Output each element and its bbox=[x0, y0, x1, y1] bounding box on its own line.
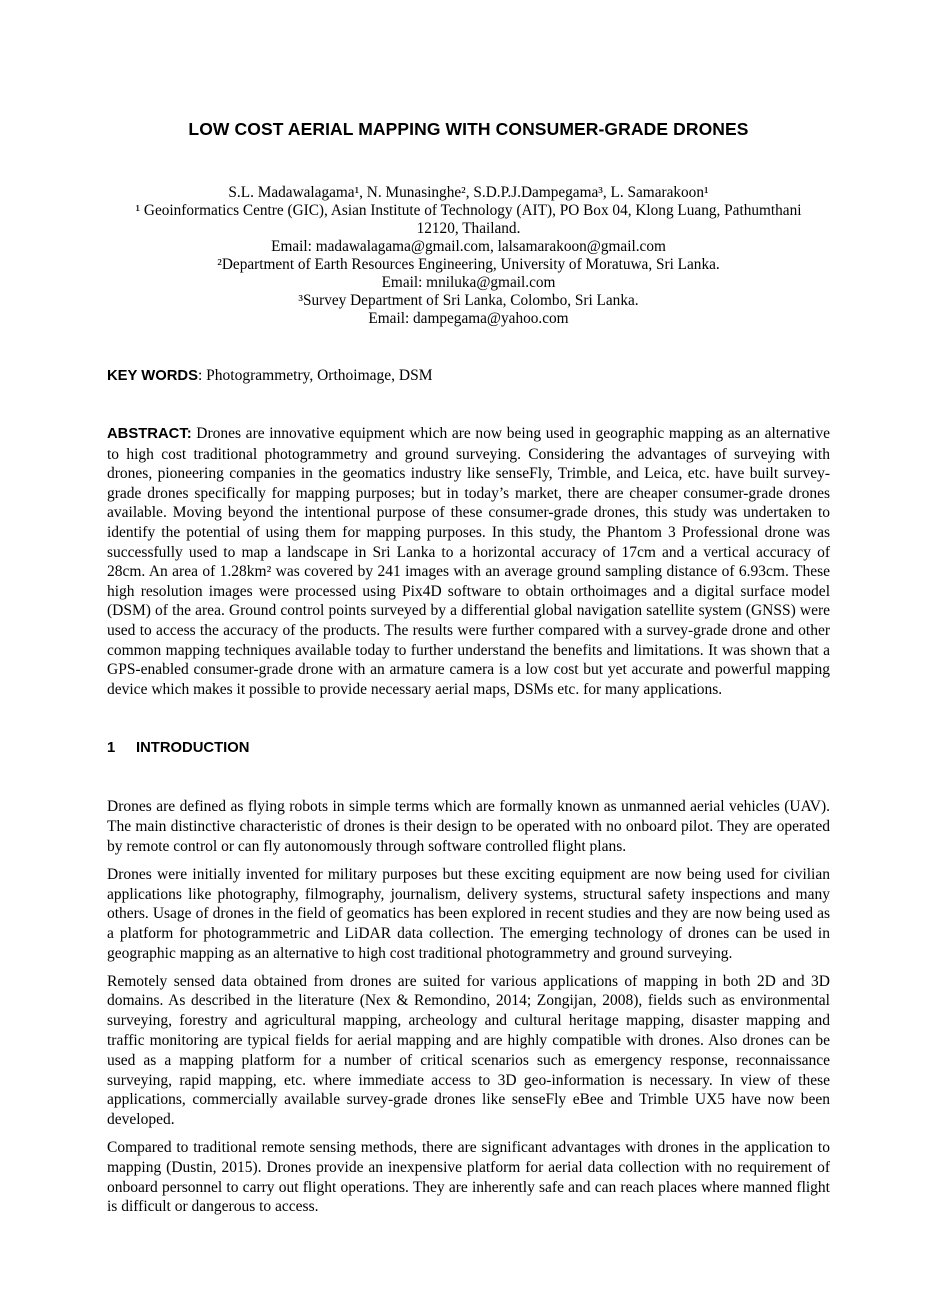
intro-paragraph: Drones were initially invented for military purposes but these exciting equipment are now being used for civilian applications like photography, filmography, journalism, delivery systems, structural safety inspections and many others. Usage of drones in the field of geomatics has been explored in recent studies and they are now being used as a platform for photogrammetric and LiDAR data collection. The emerging technology of drones can be used in geographic mapping as an alternative to high cost traditional photogrammetry and ground surveying. bbox=[107, 865, 830, 962]
section-number: 1 bbox=[107, 740, 116, 757]
affiliation-email-line: Email: mniluka@gmail.com bbox=[381, 274, 556, 291]
keywords-label: KEY WORDS bbox=[107, 368, 198, 384]
author-line: S.L. Madawalagama¹, N. Munasinghe², S.D.P.J.Dampegama³, L. Samarakoon¹ bbox=[228, 184, 709, 201]
affiliation-line: ²Department of Earth Resources Engineering, University of Moratuwa, Sri Lanka. bbox=[217, 256, 720, 273]
affiliation-email-line: Email: dampegama@yahoo.com bbox=[368, 310, 569, 327]
affiliation-line: ¹ Geoinformatics Centre (GIC), Asian Institute of Technology (AIT), PO Box 04, Klong Luang, Pathumthani bbox=[135, 202, 802, 219]
intro-paragraph: Drones are defined as flying robots in simple terms which are formally known as unmanned aerial vehicles (UAV). The main distinctive characteristic of drones is their design to be operated with no onboard pilot. They are operated by remote control or can fly autonomously through software controlled flight plans. bbox=[107, 798, 830, 855]
keywords-value: : Photogrammetry, Orthoimage, DSM bbox=[198, 367, 433, 384]
affiliation-line: 12120, Thailand. bbox=[416, 220, 521, 237]
introduction-heading bbox=[107, 739, 830, 757]
abstract-paragraph bbox=[107, 424, 830, 699]
keywords-line bbox=[107, 366, 830, 386]
abstract-text: Drones are innovative equipment which are now being used in geographic mapping as an alternative to high cost traditional photogrammetry and ground surveying. Considering the advantages of surveying with drones, pioneering companies in the geomatics industry like senseFly, Trimble, and Leica, etc. have built survey-grade drones specifically for mapping purposes; but in today’s market, there are cheaper consumer-grade drones available. Moving beyond the intentional purpose of these consumer-grade drones, this study was undertaken to identify the potential of using them for mapping purposes. In this study, the Phantom 3 Professional drone was successfully used to map a landscape in Sri Lanka to a horizontal accuracy of 17cm and a vertical accuracy of 28cm. An area of 1.28km² was covered by 241 images with an average ground sampling distance of 6.93cm. These high resolution images were processed using Pix4D software to obtain orthoimages and a digital surface model (DSM) of the area. Ground control points surveyed by a differential global navigation satellite system (GNSS) were used to access the accuracy of the products. The results were further compared with a survey-grade drone and other common mapping techniques available today to further understand the benefits and limitations. It was shown that a GPS-enabled consumer-grade drone with an armature camera is a low cost but yet accurate and powerful mapping device which makes it possible to provide necessary aerial maps, DSMs etc. for many applications. bbox=[107, 425, 830, 698]
intro-paragraph: Compared to traditional remote sensing methods, there are significant advantages with drones in the application to mapping (Dustin, 2015). Drones provide an inexpensive platform for aerial data collection with no requirement of onboard personnel to carry out flight operations. They are inherently safe and can reach places where manned flight is difficult or dangerous to access. bbox=[107, 1139, 830, 1216]
paper-title: LOW COST AERIAL MAPPING WITH CONSUMER-GRADE DRONES bbox=[188, 119, 749, 139]
section-title: INTRODUCTION bbox=[136, 740, 250, 757]
affiliation-line: ³Survey Department of Sri Lanka, Colombo, Sri Lanka. bbox=[298, 292, 639, 309]
affiliations-block bbox=[107, 202, 830, 328]
intro-paragraph: Remotely sensed data obtained from drones are suited for various applications of mapping in both 2D and 3D domains. As described in the literature (Nex & Remondino, 2014; Zongijan, 2008), fields such as environmental surveying, forestry and agricultural mapping, archeology and cultural heritage mapping, disaster mapping and traffic monitoring are typical fields for aerial mapping and are highly compatible with drones. Also drones can be used as a mapping platform for a number of critical scenarios such as emergency response, reconnaissance surveying, rapid mapping, etc. where immediate access to 3D geo-information is necessary. In view of these applications, commercially available survey-grade drones like senseFly eBee and Trimble UX5 have now been developed. bbox=[107, 972, 830, 1129]
affiliation-email-line: Email: madawalagama@gmail.com, lalsamarakoon@gmail.com bbox=[271, 238, 666, 255]
abstract-label: ABSTRACT: bbox=[107, 426, 192, 442]
